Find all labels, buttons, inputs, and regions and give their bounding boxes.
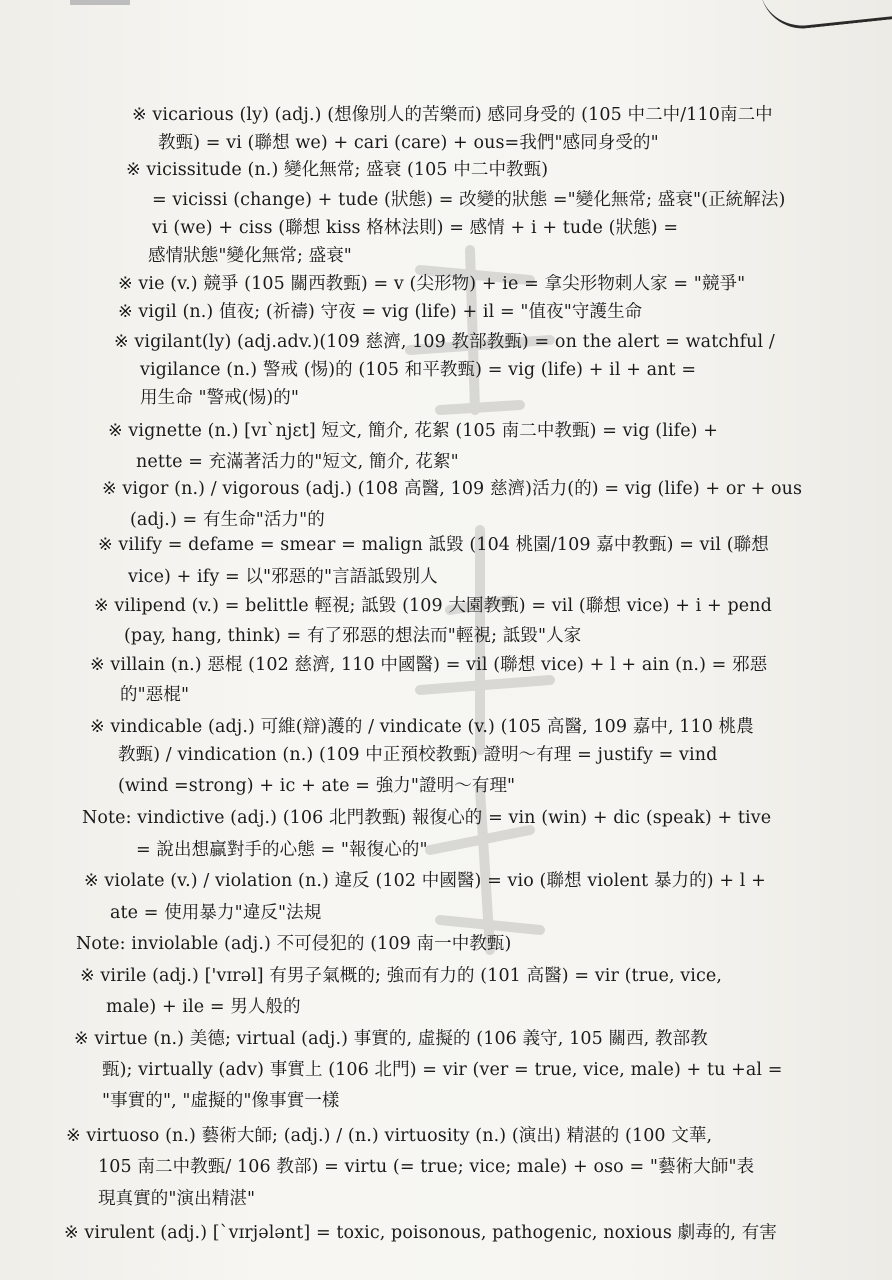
entry-line: ※ violate (v.) / violation (n.) 違反 (102 中國醫) = vio (聯想 violent 暴力的) + l + (84, 871, 766, 891)
entry-line: = 說出想贏對手的心態 = "報復心的" (136, 840, 428, 860)
entry-line: ※ vigor (n.) / vigorous (adj.) (108 高醫, 109 慈濟)活力(的) = vig (life) + or + ous (102, 479, 803, 499)
entry-line: (pay, hang, think) = 有了邪惡的想法而"輕視; 詆毀"人家 (124, 626, 582, 646)
entry-line: 感情狀態"變化無常; 盛衰" (148, 246, 352, 266)
entry-line: ※ virtue (n.) 美德; virtual (adj.) 事實的, 虛擬的 (106 義守, 105 關西, 教部教 (74, 1029, 708, 1049)
entry-line: vi (we) + ciss (聯想 kiss 格林法則) = 感情 + i + tude (狀態) = (152, 218, 679, 238)
scan-edge-mark (70, 0, 130, 5)
entry-line: ※ vindicable (adj.) 可維(辯)護的 / vindicate (v.) (105 高醫, 109 嘉中, 110 桃農 (90, 717, 754, 737)
entry-line: ate = 使用暴力"違反"法規 (110, 903, 322, 923)
entry-line: ※ virulent (adj.) [`vɪrjələnt] = toxic, poisonous, pathogenic, noxious 劇毒的, 有害 (64, 1223, 777, 1243)
entry-line: 教甄) = vi (聯想 we) + cari (care) + ous=我們"感同身受的" (158, 133, 659, 153)
entry-line: (adj.) = 有生命"活力"的 (130, 510, 325, 530)
entry-line: ※ vicissitude (n.) 變化無常; 盛衰 (105 中二中教甄) (126, 160, 549, 180)
entry-line: ※ vilify = defame = smear = malign 詆毀 (104 桃園/109 嘉中教甄) = vil (聯想 (98, 535, 769, 555)
entry-line: 的"惡棍" (120, 685, 190, 705)
entry-line: 現真實的"演出精湛" (98, 1189, 256, 1209)
entry-line: vice) + ify = 以"邪惡的"言語詆毀別人 (128, 567, 438, 587)
entry-line: = vicissi (change) + tude (狀態) = 改變的狀態 ="變化無常; 盛衰"(正統解法) (152, 190, 786, 210)
entry-line: ※ vie (v.) 競爭 (105 關西教甄) = v (尖形物) + ie = 拿尖形物刺人家 = "競爭" (118, 274, 746, 294)
entry-line: "事實的", "虛擬的"像事實一樣 (102, 1091, 340, 1111)
page-corner-curl (760, 0, 892, 33)
entry-line: (wind =strong) + ic + ate = 強力"證明～有理" (118, 776, 516, 796)
entry-line: 105 南二中教甄/ 106 教部) = virtu (= true; vice; male) + oso = "藝術大師"表 (98, 1157, 755, 1177)
entry-line: ※ vignette (n.) [vɪ`njɛt] 短文, 簡介, 花絮 (105 南二中教甄) = vig (life) + (108, 421, 718, 441)
entry-line: ※ virile (adj.) ['vɪrəl] 有男子氣概的; 強而有力的 (101 高醫) = vir (true, vice, (80, 966, 722, 986)
entry-line: vigilance (n.) 警戒 (惕)的 (105 和平教甄) = vig (life) + il + ant = (140, 360, 697, 380)
entry-line: 甄); virtually (adv) 事實上 (106 北門) = vir (ver = true, vice, male) + tu +al = (102, 1060, 783, 1080)
entry-line: ※ vigil (n.) 值夜; (祈禱) 守夜 = vig (life) + il = "值夜"守護生命 (118, 302, 643, 322)
entry-line: nette = 充滿著活力的"短文, 簡介, 花絮" (136, 452, 459, 472)
entry-line: male) + ile = 男人般的 (106, 997, 301, 1017)
entry-line: Note: inviolable (adj.) 不可侵犯的 (109 南一中教甄) (76, 934, 512, 954)
entry-line: 用生命 "警戒(惕)的" (140, 388, 300, 408)
entry-line: Note: vindictive (adj.) (106 北門教甄) 報復心的 = vin (win) + dic (speak) + tive (82, 808, 772, 828)
entry-line: 教甄) / vindication (n.) (109 中正預校教甄) 證明～有理 = justify = vind (118, 745, 718, 765)
entry-line: ※ virtuoso (n.) 藝術大師; (adj.) / (n.) virtuosity (n.) (演出) 精湛的 (100 文華, (66, 1126, 713, 1146)
entry-line: ※ vilipend (v.) = belittle 輕視; 詆毀 (109 大園教甄) = vil (聯想 vice) + i + pend (94, 596, 772, 616)
entry-line: ※ vigilant(ly) (adj.adv.)(109 慈濟, 109 教部教甄) = on the alert = watchful / (114, 332, 775, 352)
entry-line: ※ vicarious (ly) (adj.) (想像別人的苦樂而) 感同身受的 (105 中二中/110南二中 (132, 105, 773, 125)
entry-line: ※ villain (n.) 惡棍 (102 慈濟, 110 中國醫) = vil (聯想 vice) + l + ain (n.) = 邪惡 (90, 655, 768, 675)
